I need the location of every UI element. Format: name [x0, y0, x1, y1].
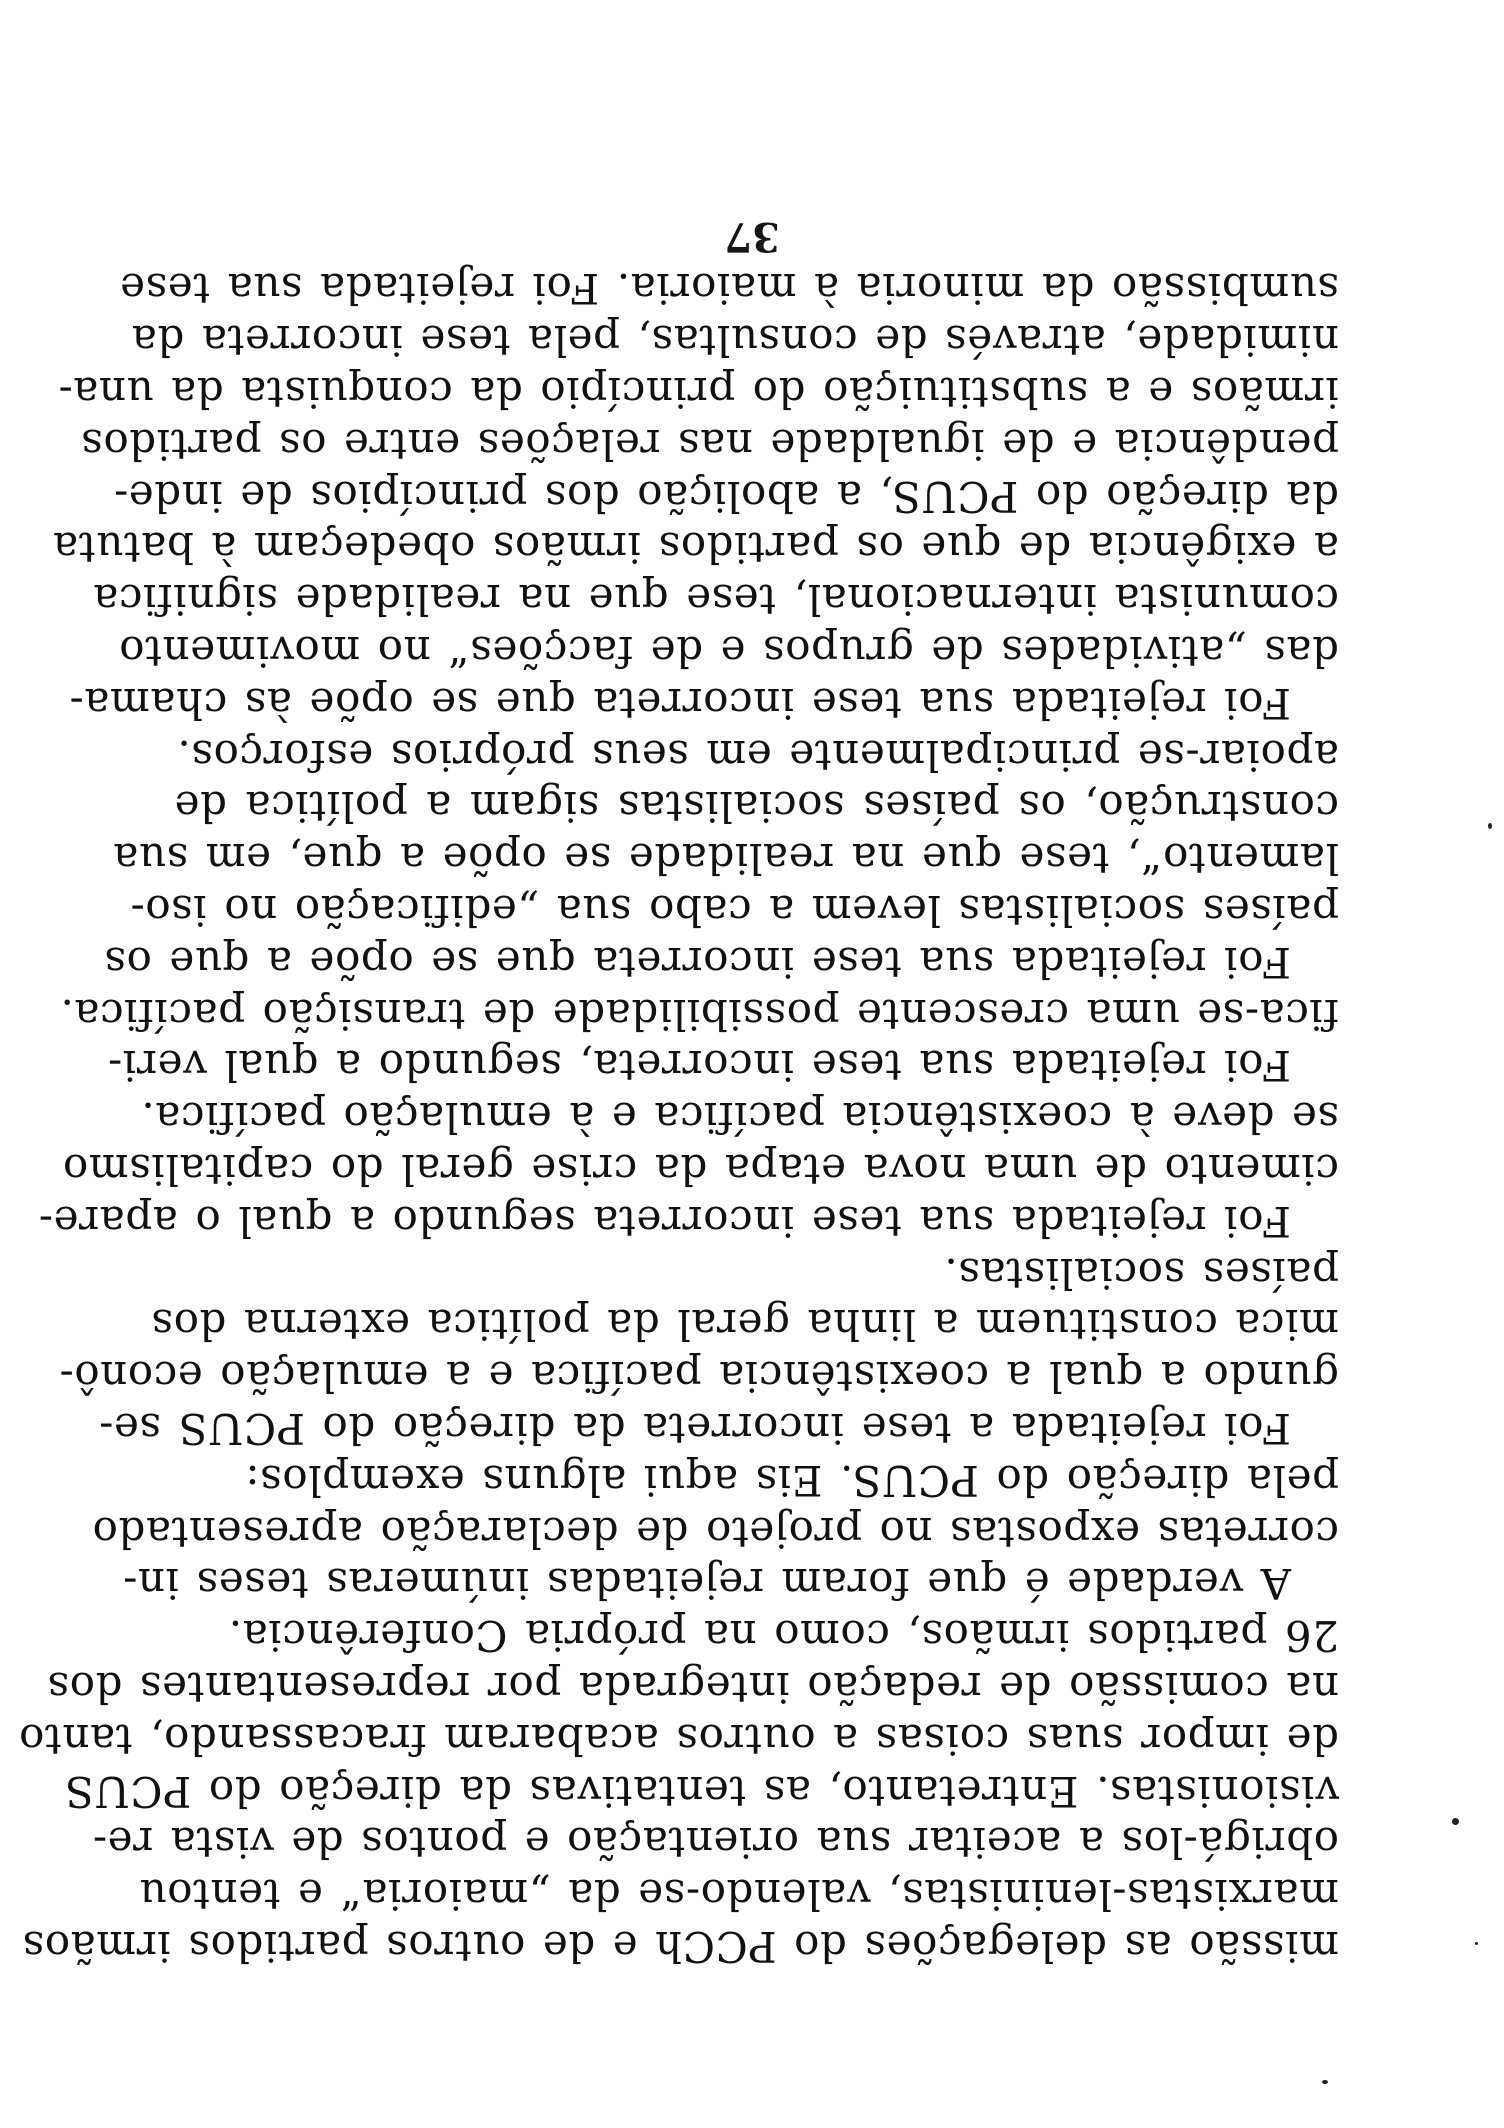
page-number: 37: [724, 213, 780, 260]
text-line: países socialistas levem a cabo sua „edificação no iso-: [129, 886, 1339, 936]
text-line: apoiar-se principalmente em seus próprios esforços.: [176, 730, 1339, 780]
page-text: [18, 263, 1339, 1972]
text-line: sumbissão da minoria à maioria. Foi rejeitada sua tese: [119, 264, 1339, 314]
text-line: construção, os países socialistas sigam a política de: [174, 782, 1339, 832]
text-line: irmãos e a substituição do princípio da conquista da una-: [57, 368, 1339, 418]
scan-speck: [1488, 823, 1492, 829]
text-line: comunista internacional, tese que na realidade significa: [92, 575, 1339, 625]
text-line: marxistas-leninistas, valendo-se da „maioria“ e tentou: [138, 1870, 1339, 1920]
text-line: cimento de uma nova etapa da crise geral do capitalismo: [62, 1145, 1339, 1195]
text-line: 26 partidos irmãos, como na própria Conferência.: [228, 1611, 1339, 1661]
text-line: A verdade é que foram rejeitadas inúmeras teses in-: [122, 1559, 1291, 1609]
text-line: Foi rejeitada sua tese incorreta que se opõe às chama-: [69, 678, 1291, 728]
text-line: missão as delegações do PCCh e de outros partidos irmãos: [22, 1922, 1339, 1971]
text-line: obrigá-los a aceitar sua orientação e pontos de vista re-: [92, 1818, 1339, 1868]
text-line: pela direção do PCUS. Eis aqui alguns exemplos:: [244, 1455, 1339, 1505]
text-line: Foi rejeitada a tese incorreta da direção do PCUS se-: [98, 1404, 1291, 1454]
text-line: visionistas. Entretanto, as tentativas da direção do PCUS: [64, 1766, 1339, 1816]
scan-speck: [1452, 1818, 1459, 1825]
text-line: a exigência de que os partidos irmãos obedeçam à batuta: [52, 523, 1339, 573]
text-line: pendência e de igualdade nas relações entre os partidos: [80, 419, 1339, 469]
text-line: se deve à coexistência pacífica e à emulação pacífica.: [140, 1093, 1339, 1143]
text-line: das „atividades de grupos e de facções“ no movimento: [118, 627, 1339, 677]
text-line: gundo a qual a coexistência pacífica e a emulação econô-: [58, 1352, 1339, 1402]
scan-speck: [1475, 1942, 1478, 1945]
text-line: de impor suas coisas a outros acabaram fracassando, tanto: [18, 1714, 1339, 1764]
text-line: corretas expostas no projeto de declaração apresentado: [91, 1507, 1339, 1557]
text-line: mica constituem a linha geral da política externa dos: [150, 1300, 1339, 1350]
text-line: nimidade, através de consultas, pela tese incorreta da: [131, 316, 1339, 366]
text-line: lamento“, tese que na realidade se opõe a que, em sua: [112, 834, 1339, 884]
text-line: da direção do PCUS, a abolição dos princípios de inde-: [113, 471, 1339, 521]
text-line: fica-se uma crescente possibilidade de transição pacífica.: [59, 989, 1339, 1039]
text-line: Foi rejeitada sua tese incorreta segundo a qual o apare-: [38, 1196, 1291, 1246]
text-line: na comissão de redação integrada por representantes dos: [46, 1663, 1339, 1713]
text-line: Foi rejeitada sua tese incorreta que se opõe a que os: [103, 937, 1291, 987]
scan-speck: [1322, 2080, 1328, 2084]
text-line: países socialistas.: [943, 1248, 1339, 1298]
text-line: Foi rejeitada sua tese incorreta, segundo a qual veri-: [107, 1041, 1291, 1091]
